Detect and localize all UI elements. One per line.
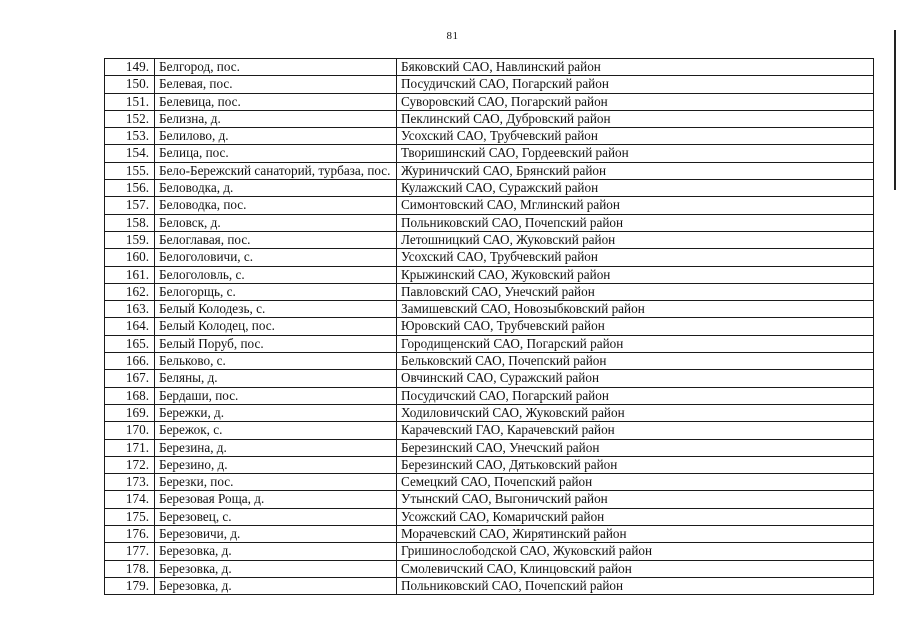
settlement-name-cell: Белица, пос. <box>155 145 397 162</box>
table-row <box>105 231 874 248</box>
table-row <box>105 456 874 473</box>
row-number-cell: 150. <box>105 76 155 93</box>
settlement-name-cell: Березовичи, д. <box>155 526 397 543</box>
settlement-name-cell: Белевая, пос. <box>155 76 397 93</box>
row-number-cell: 171. <box>105 439 155 456</box>
administration-cell: Бяковский САО, Навлинский район <box>397 59 874 76</box>
settlement-name-cell: Белый Поруб, пос. <box>155 335 397 352</box>
settlement-name-cell: Беловодка, д. <box>155 180 397 197</box>
settlement-name-cell: Беловодка, пос. <box>155 197 397 214</box>
settlement-name-cell: Березовка, д. <box>155 543 397 560</box>
settlement-name-cell: Березовая Роща, д. <box>155 491 397 508</box>
administration-cell: Овчинский САО, Суражский район <box>397 370 874 387</box>
row-number-cell: 175. <box>105 508 155 525</box>
table-row <box>105 214 874 231</box>
table-row <box>105 370 874 387</box>
settlement-name-cell: Белоголовичи, с. <box>155 249 397 266</box>
administration-cell: Летошницкий САО, Жуковский район <box>397 231 874 248</box>
row-number-cell: 153. <box>105 128 155 145</box>
settlement-name-cell: Белоглавая, пос. <box>155 231 397 248</box>
administration-cell: Морачевский САО, Жирятинский район <box>397 526 874 543</box>
administration-cell: Усохский САО, Трубчевский район <box>397 249 874 266</box>
administration-cell: Кулажский САО, Суражский район <box>397 180 874 197</box>
settlement-name-cell: Березовка, д. <box>155 560 397 577</box>
table-row <box>105 560 874 577</box>
administration-cell: Польниковский САО, Почепский район <box>397 577 874 594</box>
settlement-name-cell: Бережки, д. <box>155 404 397 421</box>
administration-cell: Гришинослободской САО, Жуковский район <box>397 543 874 560</box>
settlement-name-cell: Березино, д. <box>155 456 397 473</box>
row-number-cell: 151. <box>105 93 155 110</box>
settlement-name-cell: Березовец, с. <box>155 508 397 525</box>
settlement-name-cell: Бело-Бережский санаторий, турбаза, пос. <box>155 162 397 179</box>
table-row <box>105 59 874 76</box>
table-row <box>105 197 874 214</box>
row-number-cell: 177. <box>105 543 155 560</box>
administration-cell: Пеклинский САО, Дубровский район <box>397 110 874 127</box>
administration-cell: Посудичский САО, Погарский район <box>397 76 874 93</box>
administration-cell: Усохский САО, Трубчевский район <box>397 128 874 145</box>
table-row <box>105 93 874 110</box>
row-number-cell: 172. <box>105 456 155 473</box>
row-number-cell: 156. <box>105 180 155 197</box>
administration-cell: Утынский САО, Выгоничский район <box>397 491 874 508</box>
administration-cell: Березинский САО, Дятьковский район <box>397 456 874 473</box>
table-row <box>105 318 874 335</box>
settlement-name-cell: Белгород, пос. <box>155 59 397 76</box>
administration-cell: Бельковский САО, Почепский район <box>397 353 874 370</box>
table-row <box>105 335 874 352</box>
table-row <box>105 180 874 197</box>
row-number-cell: 166. <box>105 353 155 370</box>
table-row <box>105 353 874 370</box>
table-row <box>105 249 874 266</box>
settlement-name-cell: Белый Колодец, пос. <box>155 318 397 335</box>
settlement-name-cell: Белевица, пос. <box>155 93 397 110</box>
table-row <box>105 387 874 404</box>
row-number-cell: 164. <box>105 318 155 335</box>
administration-cell: Замишевский САО, Новозыбковский район <box>397 301 874 318</box>
administration-cell: Юровский САО, Трубчевский район <box>397 318 874 335</box>
table-body <box>105 59 874 595</box>
row-number-cell: 162. <box>105 283 155 300</box>
table-row <box>105 543 874 560</box>
table-row <box>105 162 874 179</box>
table-row <box>105 301 874 318</box>
row-number-cell: 178. <box>105 560 155 577</box>
table-row <box>105 508 874 525</box>
settlement-name-cell: Белилово, д. <box>155 128 397 145</box>
administration-cell: Усожский САО, Комаричский район <box>397 508 874 525</box>
row-number-cell: 174. <box>105 491 155 508</box>
table-row <box>105 404 874 421</box>
settlement-name-cell: Березки, пос. <box>155 474 397 491</box>
settlement-name-cell: Березина, д. <box>155 439 397 456</box>
settlement-name-cell: Белизна, д. <box>155 110 397 127</box>
row-number-cell: 168. <box>105 387 155 404</box>
settlement-name-cell: Белый Колодезь, с. <box>155 301 397 318</box>
administration-cell: Березинский САО, Унечский район <box>397 439 874 456</box>
administration-cell: Павловский САО, Унечский район <box>397 283 874 300</box>
settlement-name-cell: Бердаши, пос. <box>155 387 397 404</box>
table-row <box>105 128 874 145</box>
administration-cell: Польниковский САО, Почепский район <box>397 214 874 231</box>
administration-cell: Журиничский САО, Брянский район <box>397 162 874 179</box>
row-number-cell: 157. <box>105 197 155 214</box>
settlement-name-cell: Беляны, д. <box>155 370 397 387</box>
row-number-cell: 158. <box>105 214 155 231</box>
table-row <box>105 577 874 594</box>
administration-cell: Суворовский САО, Погарский район <box>397 93 874 110</box>
row-number-cell: 179. <box>105 577 155 594</box>
row-number-cell: 154. <box>105 145 155 162</box>
row-number-cell: 170. <box>105 422 155 439</box>
administration-cell: Посудичский САО, Погарский район <box>397 387 874 404</box>
administration-cell: Смолевичский САО, Клинцовский район <box>397 560 874 577</box>
administration-cell: Семецкий САО, Почепский район <box>397 474 874 491</box>
settlement-table <box>104 58 874 595</box>
table-row <box>105 110 874 127</box>
administration-cell: Городищенский САО, Погарский район <box>397 335 874 352</box>
administration-cell: Карачевский ГАО, Карачевский район <box>397 422 874 439</box>
settlement-name-cell: Бельково, с. <box>155 353 397 370</box>
table-row <box>105 266 874 283</box>
table-row <box>105 422 874 439</box>
table-row <box>105 76 874 93</box>
row-number-cell: 163. <box>105 301 155 318</box>
table-row <box>105 526 874 543</box>
settlement-name-cell: Белогорщь, с. <box>155 283 397 300</box>
settlement-name-cell: Березовка, д. <box>155 577 397 594</box>
page-number: 81 <box>446 30 459 42</box>
row-number-cell: 173. <box>105 474 155 491</box>
settlement-name-cell: Белоголовль, с. <box>155 266 397 283</box>
table-row <box>105 474 874 491</box>
row-number-cell: 165. <box>105 335 155 352</box>
row-number-cell: 149. <box>105 59 155 76</box>
row-number-cell: 155. <box>105 162 155 179</box>
settlement-name-cell: Бережок, с. <box>155 422 397 439</box>
row-number-cell: 159. <box>105 231 155 248</box>
table-row <box>105 145 874 162</box>
table-row <box>105 439 874 456</box>
row-number-cell: 176. <box>105 526 155 543</box>
page-edge-line <box>894 30 896 190</box>
row-number-cell: 160. <box>105 249 155 266</box>
row-number-cell: 167. <box>105 370 155 387</box>
row-number-cell: 152. <box>105 110 155 127</box>
table-row <box>105 491 874 508</box>
administration-cell: Крыжинский САО, Жуковский район <box>397 266 874 283</box>
row-number-cell: 161. <box>105 266 155 283</box>
administration-cell: Творишинский САО, Гордеевский район <box>397 145 874 162</box>
table-row <box>105 283 874 300</box>
row-number-cell: 169. <box>105 404 155 421</box>
settlement-name-cell: Беловск, д. <box>155 214 397 231</box>
administration-cell: Симонтовский САО, Мглинский район <box>397 197 874 214</box>
administration-cell: Ходиловичский САО, Жуковский район <box>397 404 874 421</box>
